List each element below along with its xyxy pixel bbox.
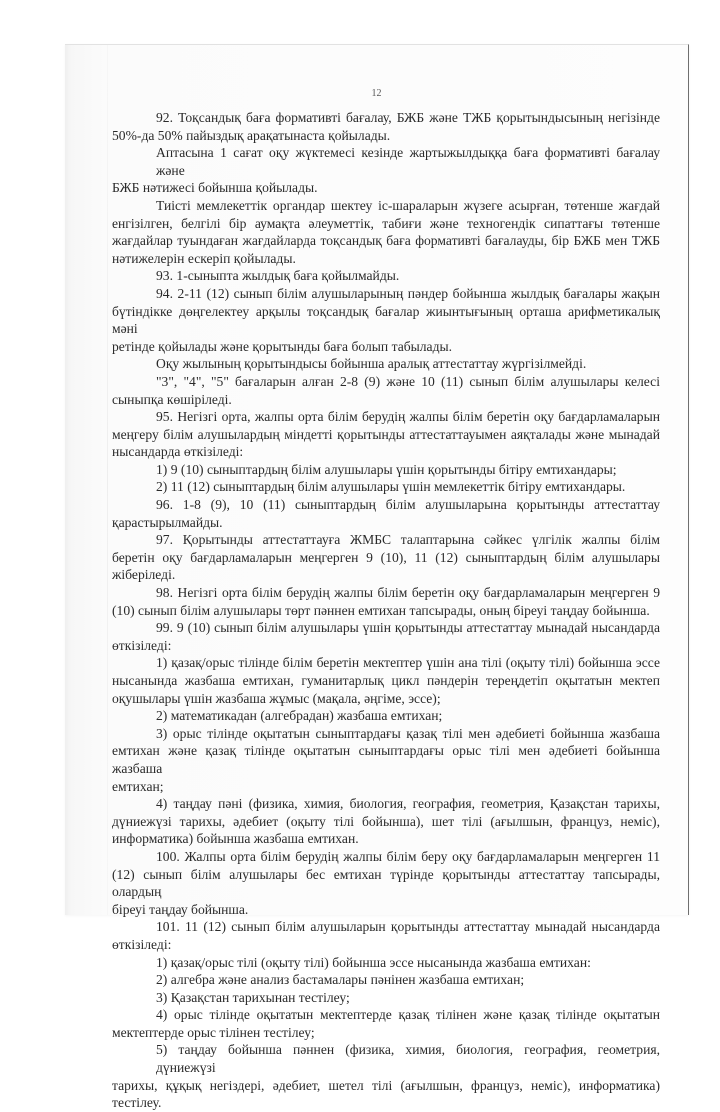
text-line: меңгеру білім алушылардың міндетті қорытынды аттестаттауымен аяқталады және мынадай	[112, 426, 660, 442]
paragraph-p99-2	[112, 707, 660, 725]
text-line: 92. Тоқсандық баға формативті бағалау, БЖБ және ТЖБ қорытындысының негізінде	[156, 110, 660, 125]
text-line: Аптасына 1 сағат оқу жүктемесі кезінде жартыжылдыққа баға формативті бағалау және	[156, 145, 660, 178]
text-line: 93. 1-сыныпта жылдық баға қойылмайды.	[156, 268, 400, 284]
paragraph-p98	[112, 584, 660, 619]
text-line: ретінде қойылады және қорытынды баға болып табылады.	[112, 338, 453, 354]
paragraph-p99-4	[112, 795, 660, 848]
text-line: тарихы, құқық негіздері, әдебиет, шетел тілі (ағылшын, француз, неміс), информатика)	[112, 1077, 660, 1093]
paragraph-p100	[112, 848, 660, 918]
text-line: 3) орыс тілінде оқытатын сыныптардағы қазақ тілі мен әдебиеті бойынша жазбаша	[156, 725, 660, 741]
text-line: 2) алгебра және анализ бастамалары пәнінен жазбаша емтихан;	[156, 972, 525, 988]
text-line: "3", "4", "5" бағаларын алған 2-8 (9) және 10 (11) сынып білім алушылары келесі	[156, 373, 660, 389]
paragraph-p99-1	[112, 654, 660, 707]
text-line: 100. Жалпы орта білім берудің жалпы білім беру оқу бағдарламаларын меңгерген 11	[156, 848, 660, 864]
text-line: тестілеу.	[112, 1095, 162, 1111]
text-line: жағдайлар туындаған жағдайларда тоқсандық баға формативті бағалауды, бір БЖБ мен ТЖБ	[112, 233, 660, 249]
text-line: 4) таңдау пәні (физика, химия, биология, география, геометрия, Қазақстан тарихы,	[156, 796, 660, 812]
paragraph-p95-2	[112, 478, 660, 496]
paragraph-p92c	[112, 197, 660, 267]
text-line: 94. 2-11 (12) сынып білім алушыларының пәндер бойынша жылдық бағалары жақын	[156, 285, 660, 301]
paragraph-p101-3	[112, 989, 660, 1007]
text-line: информатика) бойынша жазбаша емтихан.	[112, 831, 359, 847]
text-line: 2) математикадан (алгебрадан) жазбаша емтихан;	[156, 708, 443, 724]
paragraph-p101-1	[112, 954, 660, 972]
text-line: сыныпқа көшіріледі.	[112, 391, 232, 407]
scanned-page	[65, 44, 689, 1111]
paragraph-p99	[112, 619, 660, 654]
paragraph-p101-4	[112, 1006, 660, 1041]
paragraph-p92	[112, 109, 660, 144]
text-line: қарастырылмайды.	[112, 514, 223, 530]
text-line: біреуі таңдау бойынша.	[112, 901, 249, 917]
text-line: өткізіледі:	[112, 637, 172, 653]
text-line: оқушылары үшін жазбаша жұмыс (мақала, әңгіме, эссе);	[112, 690, 441, 706]
paragraph-p94	[112, 285, 660, 355]
paragraph-p95-1	[112, 461, 660, 479]
paragraph-p101	[112, 918, 660, 953]
text-line: 95. Негізгі орта, жалпы орта білім берудің жалпы білім беретін оқу бағдарламаларын	[156, 409, 660, 425]
text-line: 97. Қорытынды аттестаттауға ЖМБС талаптарына сәйкес үлгілік жалпы білім	[156, 532, 660, 548]
text-line: 3) Қазақстан тарихынан тестілеу;	[156, 989, 350, 1005]
text-line: 5) таңдау бойынша пәннен (физика, химия, биология, география, геометрия, дүниежүзі	[156, 1042, 660, 1076]
text-line: 96. 1-8 (9), 10 (11) сыныптардың білім алушыларына қорытынды аттестаттау	[156, 497, 660, 513]
text-line: өткізіледі:	[112, 936, 172, 952]
text-line: Оқу жылының қорытындысы бойынша аралық аттестаттау жүргізілмейді.	[156, 356, 587, 372]
paragraph-p93	[112, 267, 660, 285]
paragraph-p101-2	[112, 971, 660, 989]
text-line: 1) 9 (10) сыныптардың білім алушылары үшін қорытынды бітіру емтихандары;	[156, 461, 617, 477]
text-line: емтихан және қазақ тілінде оқытатын сыныптардағы орыс тілі мен әдебиеті бойынша жазбаша	[112, 743, 660, 776]
text-line: нысандарда өткізіледі:	[112, 444, 244, 460]
text-line: 98. Негізгі орта білім берудің жалпы білім беретін оқу бағдарламаларын меңгерген 9	[156, 585, 660, 601]
text-line: 99. 9 (10) сынып білім алушылары үшін қорытынды аттестаттау мынадай нысандарда	[156, 620, 660, 636]
paragraph-p101-5	[112, 1041, 660, 1111]
paragraph-p94c	[112, 373, 660, 408]
text-line: 2) 11 (12) сыныптардың білім алушылары үшін мемлекеттік бітіру емтихандары.	[156, 479, 626, 495]
page-number: 12	[371, 88, 382, 99]
paragraph-p97	[112, 531, 660, 584]
paragraph-p95	[112, 408, 660, 461]
paragraph-p99-3	[112, 725, 660, 795]
text-line: дүниежүзі тарихы, әдебиет (оқыту тілі бойынша), шет тілі (ағылшын, француз, неміс),	[112, 813, 660, 829]
text-line: Тиісті мемлекеттік органдар шектеу іс-шараларын жүзеге асырған, төтенше жағдай	[156, 197, 660, 213]
text-line: БЖБ нәтижесі бойынша қойылады.	[112, 180, 318, 196]
text-line: (10) сынып білім алушылары төрт пәннен емтихан тапсырады, оның біреуі таңдау бойынша.	[112, 602, 650, 618]
text-line: 101. 11 (12) сынып білім алушыларын қорытынды аттестаттау мынадай нысандарда	[156, 919, 660, 935]
text-line: 1) қазақ/орыс тілінде білім беретін мектептер үшін ана тілі (оқыту тілі) бойынша эссе	[156, 655, 660, 671]
text-line: бүтіндікке дөңгелектеу арқылы тоқсандық бағалар жиынтығының орташа арифметикалық мәні	[112, 303, 660, 337]
text-line: мектептерде орыс тілінен тестілеу;	[112, 1024, 315, 1040]
paragraph-p92b	[112, 144, 660, 197]
paragraph-p94b	[112, 355, 660, 373]
text-line: 50%-да 50% пайыздық арақатынаста қойылады.	[112, 127, 391, 143]
document-body	[112, 109, 660, 1112]
text-line: беретін оқу бағдарламаларын меңгерген 9 (10), 11 (12) сыныптардың білім алушылары	[112, 549, 660, 565]
text-line: 4) орыс тілінде оқытатын мектептерде қазақ тілінен және қазақ тілінде оқытатын	[156, 1007, 660, 1023]
text-line: нәтижелерін ескеріп қойылады.	[112, 250, 296, 266]
text-line: емтихан;	[112, 778, 164, 794]
text-line: жіберіледі.	[112, 567, 176, 583]
paragraph-p96	[112, 496, 660, 531]
text-line: 1) қазақ/орыс тілі (оқыту тілі) бойынша эссе нысанында жазбаша емтихан:	[156, 954, 591, 970]
text-line: нысанында жазбаша емтихан, гуманитарлық цикл пәндерін тереңдетіп оқытатын мектеп	[112, 673, 660, 688]
text-line: енгізілген, белгілі бір аумақта әлеуметтік, табиғи және техногендік сипаттағы төтенше	[112, 215, 660, 231]
text-line: (12) сынып білім алушылары бес емтихан түрінде қорытынды аттестаттау тапсырады, олардың	[112, 866, 660, 900]
